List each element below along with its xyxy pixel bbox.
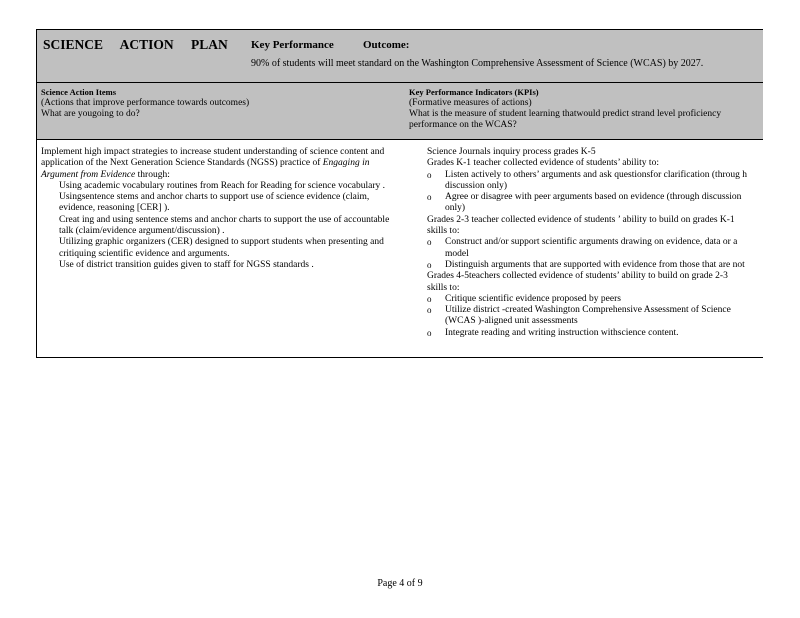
left-column-header	[41, 87, 391, 120]
left-header-title: Science Action Items	[41, 87, 117, 97]
sub-list-item: o Listen actively to others’ arguments and ask questionsfor clarification (throug h discussion only)	[427, 169, 747, 191]
sub-list-item: o Agree or disagree with peer arguments based on evidence (through discussion only)	[427, 192, 742, 214]
circle-bullet-icon: o	[427, 259, 432, 270]
sub-list-item: o Integrate reading and writing instruction withscience content.	[427, 327, 679, 338]
circle-bullet-icon: o	[427, 169, 432, 180]
sub-list-item: o Critique scientific evidence proposed by peers	[427, 293, 621, 304]
circle-bullet-icon: o	[427, 327, 432, 338]
action-plan-table	[36, 29, 763, 358]
circle-bullet-icon: o	[427, 293, 432, 304]
list-item: Grades 4-5teachers collected evidence of students’ ability to build on grade 2-3 skills to:	[427, 271, 728, 293]
circle-bullet-icon: o	[427, 237, 432, 248]
right-header-line2: What is the measure of student learning thatwould predict strand level proficiency performance on the WCAS?	[409, 109, 722, 130]
right-header-title: Key Performance Indicators (KPIs)	[409, 87, 539, 97]
right-column-header	[409, 87, 749, 131]
intro-paragraph: Implement high impact strategies to increase student understanding of science content and application of the Next Generation Science Standards (NGSS) practice of Engaging in Argument from Evidence through:	[41, 147, 385, 180]
kpi-cell	[409, 147, 749, 339]
outcome-text: 90% of students will meet standard on the Washington Comprehensive Assessment of Science (WCAS) by 2027.	[251, 58, 704, 69]
list-item: Usingsentence stems and anchor charts to support use of science evidence (claim, evidence, reasoning [CER] ).	[59, 192, 370, 214]
list-item: Grades K-1 teacher collected evidence of students’ ability to:	[427, 158, 659, 169]
sub-list-item: o Utilize district -created Washington Comprehensive Assessment of Science (WCAS )-aligned unit assessments	[427, 305, 731, 327]
outcome-label: Outcome:	[363, 39, 410, 51]
list-item: Creat ing and using sentence stems and anchor charts to support the use of accountable talk (claim/evidence argument/discussion) .	[59, 214, 390, 237]
column-headers	[37, 82, 763, 140]
list-item: Grades 2-3 teacher collected evidence of students ’ ability to build on grades K-1 skills to:	[427, 214, 735, 237]
right-header-line1: (Formative measures of actions)	[409, 98, 532, 108]
list-item: Science Journals inquiry process grades K-5	[427, 147, 596, 157]
kp-label: Key Performance	[251, 39, 334, 51]
action-items-cell	[41, 147, 393, 271]
intro-emphasis: Engaging in Argument from Evidence	[41, 158, 370, 180]
page-number: Page 4 of 9	[377, 578, 423, 589]
list-item: Use of district transition guides given to staff for NGSS standards .	[59, 259, 314, 270]
title-row	[37, 29, 763, 82]
circle-bullet-icon: o	[427, 192, 432, 203]
circle-bullet-icon: o	[427, 305, 432, 316]
table-body	[37, 140, 763, 357]
plan-title: SCIENCE ACTION PLAN	[43, 37, 228, 52]
sub-list-item: o Distinguish arguments that are supported with evidence from those that are not	[427, 259, 745, 270]
left-header-line2: What are yougoing to do?	[41, 109, 140, 119]
list-item: Using academic vocabulary routines from Reach for Reading for science vocabulary .	[59, 180, 386, 191]
list-item: Utilizing graphic organizers (CER) designed to support students when presenting and critiquing scientific evidence and arguments.	[59, 237, 384, 259]
sub-list-item: o Construct and/or support scientific arguments drawing on evidence, data or a model	[427, 237, 738, 259]
left-header-line1: (Actions that improve performance towards outcomes)	[41, 98, 250, 108]
